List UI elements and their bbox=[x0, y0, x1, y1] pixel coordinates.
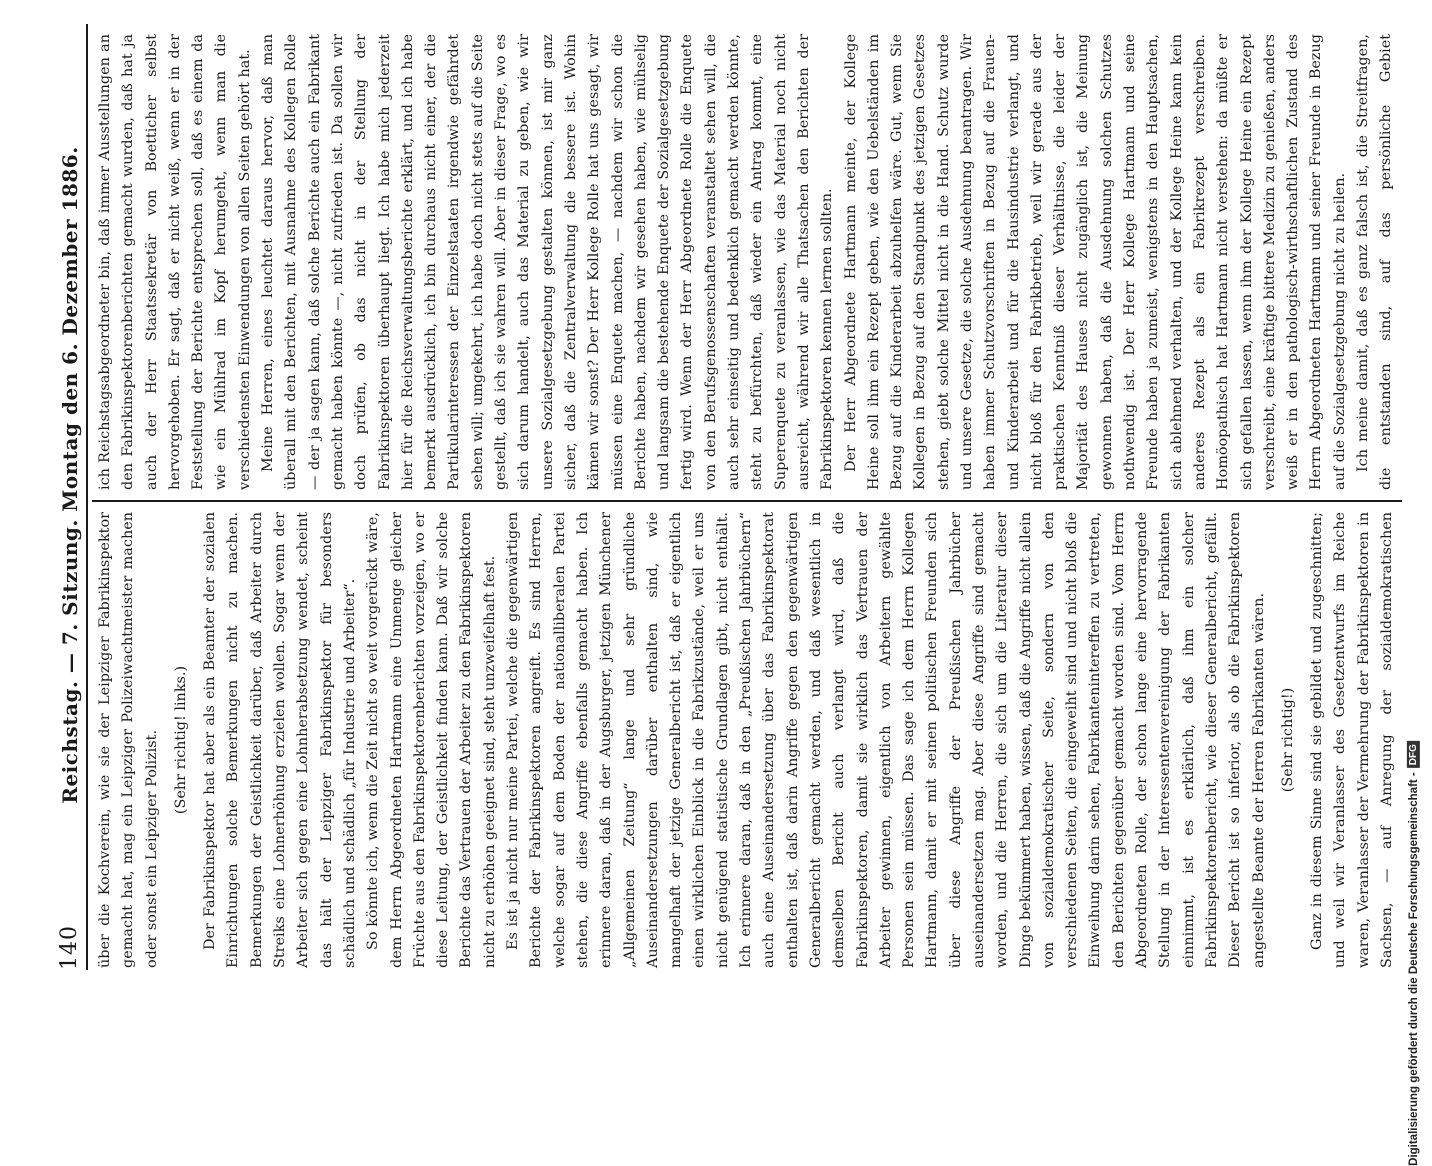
paragraph: Meine Herren, eines leuchtet daraus hervor, daß man überall mit den Berichten, mit Ausnahme des Kollegen Rolle — der ja sagen kann, daß solche Berichte auch ein Fabrikant gemacht haben könnte —, nicht zufrieden ist. Da sollen wir doch prüfen, ob das nicht in der Stellung der Fabrikinspektoren überhaupt liegt. Ich habe mich jederzeit hier für die Reichsverwaltungsberichte erklärt, und ich habe bemerkt ausdrücklich, ich bin durchaus nicht einer, der die Partikularinteressen der Einzelstaaten irgendwie gefährdet sehen will; umgekehrt, ich habe doch nicht stets auf die Seite gestellt, daß ich sie wahren will. Aber in dieser Frage, wo es sich darum handelt, auch das Material zu geben, wie wir unsere Sozialgesetzgebung gestalten können, ist mir ganz sicher, daß die Zentralverwaltung die bessere ist. Wohin kämen wir sonst? Der Herr Kollege Rolle hat uns gesagt, wir müssen eine Enquete machen, — nachdem wir schon die Berichte haben, nachdem wir gesehen haben, wie mühselig und langsam die bestehende Enquete der Sozialgesetzgebung fertig wird. Wenn der Herr Abgeordnete Rolle die Enquete von den Berufsgenossenschaften veranstaltet sehen will, die auch sehr einseitig und bedenklich gemacht werden könnte, steht zu befürchten, daß wieder ein Antrag kommt, eine Superenquete zu veranlassen, wie das Material noch nicht ausreicht, während wir alle Thatsachen den Berichten der Fabrikinspektoren kennen lernen sollten. bbox=[260, 34, 836, 490]
running-title: Reichstag. — 7. Sitzung. Montag den 6. Dezember 1886. bbox=[58, 146, 82, 804]
paragraph: über die Kochverein, wie sie der Leipziger Fabrikinspektor gemacht hat, mag ein Leipziger Polizeiwachtmeister machen oder sonst ein Leipziger Polizist. bbox=[97, 512, 160, 968]
right-column bbox=[92, 24, 1402, 500]
dfg-logo: DFG bbox=[1407, 741, 1420, 768]
rotated-document-page bbox=[36, 18, 1416, 978]
digitization-credit bbox=[1400, 0, 1426, 1166]
interjection: (Sehr richtig!) bbox=[1279, 687, 1296, 793]
text-columns bbox=[92, 24, 1402, 970]
page-header bbox=[50, 24, 88, 970]
paragraph: ich Reichstagsabgeordneter bin, daß immer Ausstellungen an den Fabrikinspektorenberichten gemacht wurden, daß hat ja auch der Herr Staatssekretär von Boetticher selbst hervorgehoben. Er sagt, daß er nicht weiß, wenn er in der Feststellung der Berichte entsprechen soll, daß es einem da wie ein Mühlrad im Kopf herumgeht, wenn man die verschiedensten Einwendungen von allen Seiten gehört hat. bbox=[97, 34, 253, 490]
interjection: (Sehr richtig! links.) bbox=[172, 665, 189, 815]
paragraph: Ganz in diesem Sinne sind sie gebildet und zugeschnitten; und weil wir Veranlasser des Gesetzentwurfs im Reiche waren, Veranlasser der Vermehrung der Fabrikinspektoren in Sachsen, — auf Anregung der sozialdemokratischen bbox=[1309, 512, 1396, 968]
page-number: 140 bbox=[57, 925, 82, 970]
paragraph: Der Herr Abgeordnete Hartmann meinte, der Kollege Heine soll ihm ein Rezept geben, wie den Uebelständen im Bezug auf die Kinderarbeit abzuhelfen wäre. Gut, wenn Sie Kollegen in Bezug auf den Standpunkt des jetzigen Gesetzes stehen, giebt solche Mittel nicht in die Hand. Schutz wurde und unsere Gesetze, die solche Ausdehnung beantragen. Wir haben immer Schutzvorschriften in Bezug auf die Frauen- und Kinderarbeit und für die Hausindustrie verlangt, und nicht bloß für den Fabrikbetrieb, weil wir gerade aus der praktischen Kenntniß dieser Verhältnisse, die leider der Majorität des Hauses nicht zugänglich ist, die Meinung gewonnen haben, daß die Ausdehnung solchen Schutzes nothwendig ist. Der Herr Kollege Hartmann und seine Freunde haben ja zumeist, wenigstens in den Hauptsachen, sich ablehnend verhalten, und der Kollege Heine kann kein anderes Rezept als ein Fabrikrezept verschreiben. Homöopathisch hat Hartmann nicht verstehen: da müßte er sich gefallen lassen, wenn ihm der Kollege Heine ein Rezept verschreibt, eine kräftige bittere Medizin zu genießen, anders weiß er in den pathologisch-wirthschaftlichen Zustand des Herrn Abgeordneten Hartmann und seiner Freunde in Bezug auf die Sozialgesetzgebung nicht zu heilen. bbox=[842, 34, 1348, 490]
paragraph: Der Fabrikinspektor hat aber als ein Beamter der sozialen Einrichtungen solche Bemerkungen nicht zu machen. Bemerkungen der Geistlichkeit darüber, daß Arbeiter durch Streiks eine Lohnerhöhung erzielen wollen. Sogar wenn der Arbeiter sich gegen eine Lohnherabsetzung wendet, scheint das hält der Leipziger Fabrikinspektor für besonders schädlich und schädlich „für Industrie und Arbeiter“. bbox=[202, 512, 358, 968]
paragraph: So könnte ich, wenn die Zeit nicht so weit vorgerückt wäre, dem Herrn Abgeordneten Hartmann eine Unmenge gleicher Früchte aus den Fabrikinspektorenberichten vorzeigen, wo er diese Leitung, der Geistlichkeit finden kann. Daß wir solche Berichte das Vertrauen der Arbeiter zu den Fabrikinspektoren nicht zu erhöhen geeignet sind, steht unzweifelhaft fest. bbox=[365, 512, 498, 968]
paragraph: Es ist ja nicht nur meine Partei, welche die gegenwärtigen Berichte der Fabrikinspektoren angreift. Es sind Herren, welche sogar auf dem Boden der nationalliberalen Partei stehen, die diese Angriffe ebenfalls gemacht haben. Ich erinnere daran, daß in der Augsburger, jetzigen Münchener „Allgemeinen Zeitung“ lange und sehr gründliche Auseinandersetzungen darüber enthalten sind, wie mangelhaft der jetzige Generalbericht ist, daß er eigentlich einen wirklichen Einblick in die Fabrikzustände, weil er uns nicht genügend statistische Grundlagen gibt, nicht enthält. Ich erinnere daran, daß in den „Preußischen Jahrbüchern“ auch eine Auseinandersetzung über das Fabrikinspektorat enthalten ist, daß darin Angriffe gegen den gegenwärtigen Generalbericht gemacht werden, und daß wesentlich in demselben Bericht auch verlangt wird, daß die Fabrikinspektoren, damit sie wirklich das Vertrauen der Arbeiter gewinnen, eigentlich von Arbeitern gewählte Personen sein müssen. Das sage ich dem Herrn Kollegen Hartmann, damit er mit seinen politischen Freunden sich über diese Angriffe der Preußischen Jahrbücher auseinandersetzen mag. Aber diese Angriffe sind gemacht worden, und die Herren, die sich um die Literatur dieser Dinge bekümmert haben, wissen, daß die Angriffe nicht allein von sozialdemokratischer Seite, sondern von den verschiedenen Seiten, die eingeweiht sind und nicht bloß die Einweihung darin sehen, Fabrikantenintereffen zu vertreten, den Berichten gegenüber gemacht worden sind. Vom Herrn Abgeordneten Rolle, der schon lange eine hervorragende Stellung in der Interessentenvereinigung der Fabrikanten einnimmt, ist es erklärlich, daß ihm ein solcher Fabrikinspektorenbericht, wie dieser Generalbericht, gefällt. Dieser Bericht ist so inferior, als ob die Fabrikinspektoren angestellte Beamte der Herren Fabrikanten wären. bbox=[505, 512, 1267, 968]
left-column bbox=[92, 500, 1402, 970]
credit-text: Digitalisierung gefördert durch die Deutsche Forschungsgemeinschaft - bbox=[1407, 772, 1420, 1166]
paragraph: Ich meine damit, daß es ganz falsch ist, die Streitfragen, die entstanden sind, auf das persönliche Gebiet bbox=[1355, 34, 1395, 490]
